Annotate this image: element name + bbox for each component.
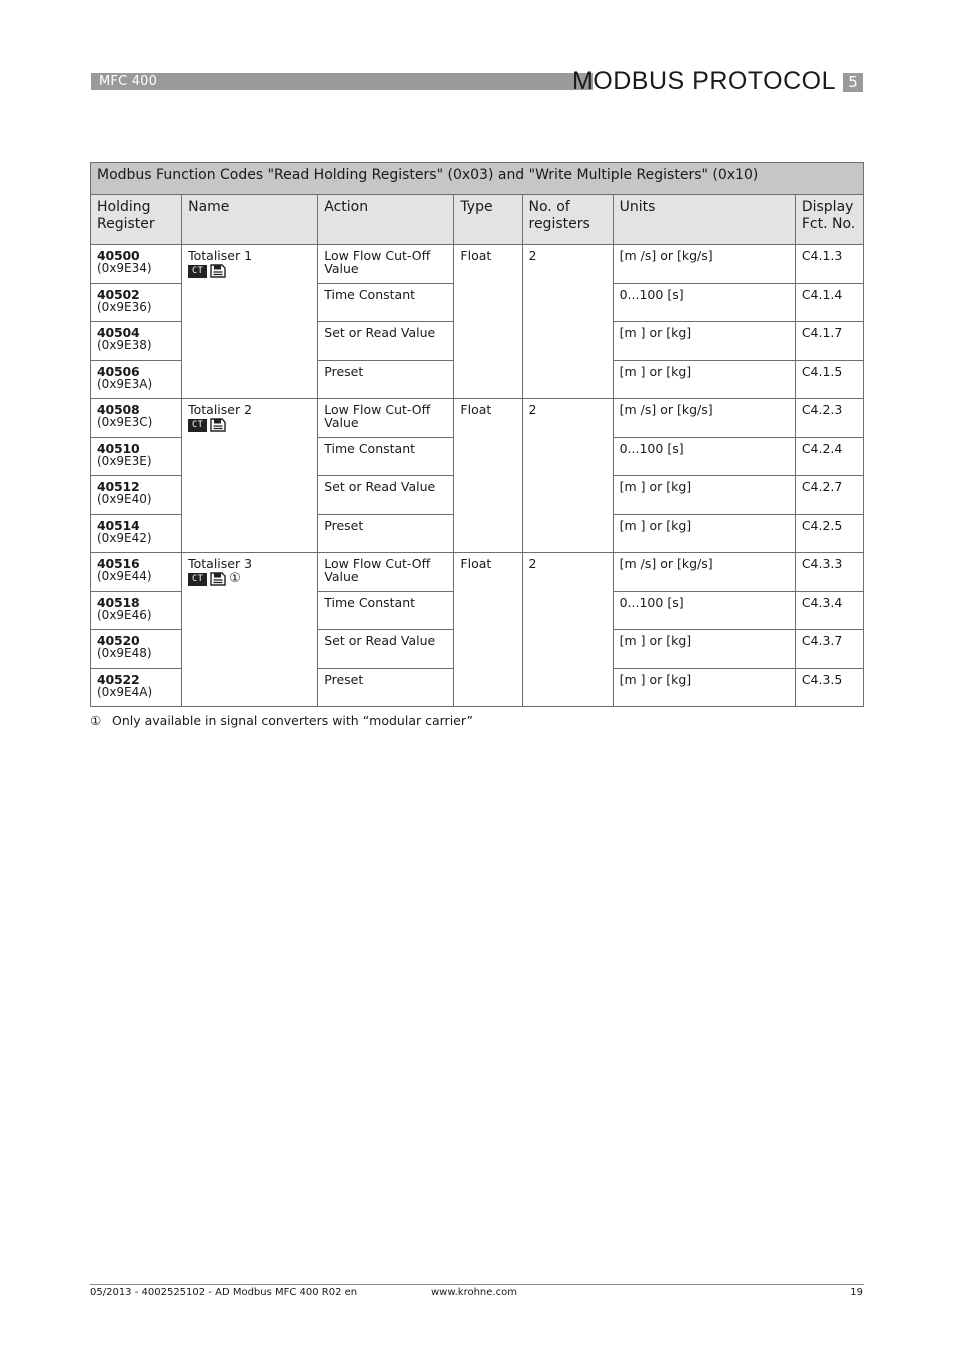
action-cell: Time Constant — [318, 437, 454, 476]
register-hex: (0x9E46) — [97, 607, 152, 622]
register-count-cell: 2 — [522, 399, 613, 553]
holding-register-cell — [91, 322, 182, 361]
header-title: MODBUS PROTOCOL — [571, 67, 836, 95]
ct-icon: CT — [188, 265, 207, 278]
totaliser-name: Totaliser 3 — [188, 556, 253, 571]
display-fct-cell: C4.3.3 — [795, 553, 863, 592]
holding-register-cell — [91, 630, 182, 669]
footnote-mark: ① — [90, 713, 102, 728]
action-cell: Set or Read Value — [318, 322, 454, 361]
display-fct-cell: C4.2.4 — [795, 437, 863, 476]
action-cell: Low Flow Cut-Off Value — [318, 245, 454, 284]
name-cell — [182, 245, 318, 399]
register-number: 40500 — [97, 248, 140, 263]
units-cell: [m /s] or [kg/s] — [613, 245, 795, 284]
holding-registers-table — [90, 162, 864, 707]
holding-register-cell — [91, 553, 182, 592]
footnote-reference: ① — [229, 571, 241, 586]
holding-register-cell — [91, 476, 182, 515]
display-fct-cell: C4.1.5 — [795, 360, 863, 399]
register-count-cell: 2 — [522, 245, 613, 399]
register-number: 40514 — [97, 517, 140, 533]
action-cell: Preset — [318, 514, 454, 553]
register-hex: (0x9E3C) — [97, 415, 153, 429]
units-cell: 0...100 [s] — [613, 437, 795, 476]
units-cell: [m /s] or [kg/s] — [613, 399, 795, 438]
type-cell: Float — [454, 399, 522, 553]
action-cell: Low Flow Cut-Off Value — [318, 553, 454, 592]
chapter-number: 5 — [843, 73, 863, 92]
column-header-type: Type — [454, 195, 522, 245]
action-cell: Low Flow Cut-Off Value — [318, 399, 454, 438]
header-product: MFC 400 — [99, 74, 158, 89]
name-cell — [182, 399, 318, 553]
register-number: 40508 — [97, 402, 140, 417]
footer-rule — [90, 1284, 864, 1285]
register-hex: (0x9E40) — [97, 492, 152, 506]
action-cell: Set or Read Value — [318, 630, 454, 669]
totaliser-name: Totaliser 2 — [188, 402, 253, 417]
holding-register-cell — [91, 514, 182, 553]
table-caption: Modbus Function Codes "Read Holding Registers" (0x03) and "Write Multiple Registers" (0x10) — [91, 163, 864, 195]
action-cell: Time Constant — [318, 591, 454, 630]
register-number: 40502 — [97, 286, 140, 302]
holding-register-cell — [91, 399, 182, 438]
footnote — [90, 713, 473, 728]
units-cell: [m ] or [kg] — [613, 630, 795, 669]
register-hex: (0x9E42) — [97, 530, 152, 545]
display-fct-cell: C4.3.5 — [795, 668, 863, 707]
type-cell: Float — [454, 245, 522, 399]
column-header-units: Units — [613, 195, 795, 245]
type-cell: Float — [454, 553, 522, 707]
column-header-holding-register: Holding Register — [91, 195, 182, 245]
holding-register-cell — [91, 591, 182, 630]
register-hex: (0x9E44) — [97, 569, 152, 583]
units-cell: [m /s] or [kg/s] — [613, 553, 795, 592]
column-header-no-of-registers: No. of registers — [522, 195, 613, 245]
register-hex: (0x9E38) — [97, 338, 152, 352]
holding-register-cell — [91, 437, 182, 476]
units-cell: 0...100 [s] — [613, 591, 795, 630]
footnote-text: Only available in signal converters with “modular carrier” — [112, 713, 473, 728]
register-hex: (0x9E36) — [97, 299, 152, 314]
holding-register-cell — [91, 360, 182, 399]
register-number: 40512 — [97, 479, 140, 494]
column-header-display-fct-no: Display Fct. No. — [795, 195, 863, 245]
display-fct-cell: C4.3.4 — [795, 591, 863, 630]
register-number: 40518 — [97, 594, 140, 610]
register-hex: (0x9E3A) — [97, 376, 153, 391]
column-header-action: Action — [318, 195, 454, 245]
units-cell: [m ] or [kg] — [613, 360, 795, 399]
display-fct-cell: C4.1.7 — [795, 322, 863, 361]
display-fct-cell: C4.1.4 — [795, 283, 863, 322]
name-cell — [182, 553, 318, 707]
register-number: 40522 — [97, 671, 140, 687]
table-row — [91, 399, 864, 438]
totaliser-name: Totaliser 1 — [188, 248, 253, 263]
display-fct-cell: C4.3.7 — [795, 630, 863, 669]
register-count-cell: 2 — [522, 553, 613, 707]
access-icons — [188, 418, 311, 432]
header-bar — [91, 73, 593, 90]
register-hex: (0x9E48) — [97, 646, 152, 660]
action-cell: Preset — [318, 360, 454, 399]
access-icons — [188, 264, 311, 278]
display-fct-cell: C4.2.5 — [795, 514, 863, 553]
holding-register-cell — [91, 245, 182, 284]
footer-website: www.krohne.com — [431, 1287, 517, 1298]
units-cell: 0...100 [s] — [613, 283, 795, 322]
action-cell: Time Constant — [318, 283, 454, 322]
action-cell: Set or Read Value — [318, 476, 454, 515]
column-header-name: Name — [182, 195, 318, 245]
table-body — [91, 245, 864, 707]
disk-icon — [210, 418, 226, 432]
units-cell: [m ] or [kg] — [613, 476, 795, 515]
footer-page-number: 19 — [850, 1287, 863, 1298]
display-fct-cell: C4.1.3 — [795, 245, 863, 284]
display-fct-cell: C4.2.7 — [795, 476, 863, 515]
register-hex: (0x9E3E) — [97, 453, 152, 468]
disk-icon — [210, 572, 226, 586]
holding-register-cell — [91, 668, 182, 707]
register-number: 40504 — [97, 325, 140, 340]
action-cell: Preset — [318, 668, 454, 707]
units-cell: [m ] or [kg] — [613, 668, 795, 707]
table-row — [91, 553, 864, 592]
register-hex: (0x9E34) — [97, 261, 152, 275]
register-number: 40520 — [97, 633, 140, 648]
display-fct-cell: C4.2.3 — [795, 399, 863, 438]
ct-icon: CT — [188, 419, 207, 432]
register-number: 40516 — [97, 556, 140, 571]
ct-icon: CT — [188, 573, 207, 586]
register-number: 40510 — [97, 440, 140, 456]
footer-document-id: 05/2013 - 4002525102 - AD Modbus MFC 400 R02 en — [90, 1287, 358, 1298]
access-icons — [188, 572, 311, 586]
units-cell: [m ] or [kg] — [613, 514, 795, 553]
table-row — [91, 245, 864, 284]
units-cell: [m ] or [kg] — [613, 322, 795, 361]
register-number: 40506 — [97, 363, 140, 379]
register-hex: (0x9E4A) — [97, 684, 153, 699]
disk-icon — [210, 264, 226, 278]
holding-register-cell — [91, 283, 182, 322]
